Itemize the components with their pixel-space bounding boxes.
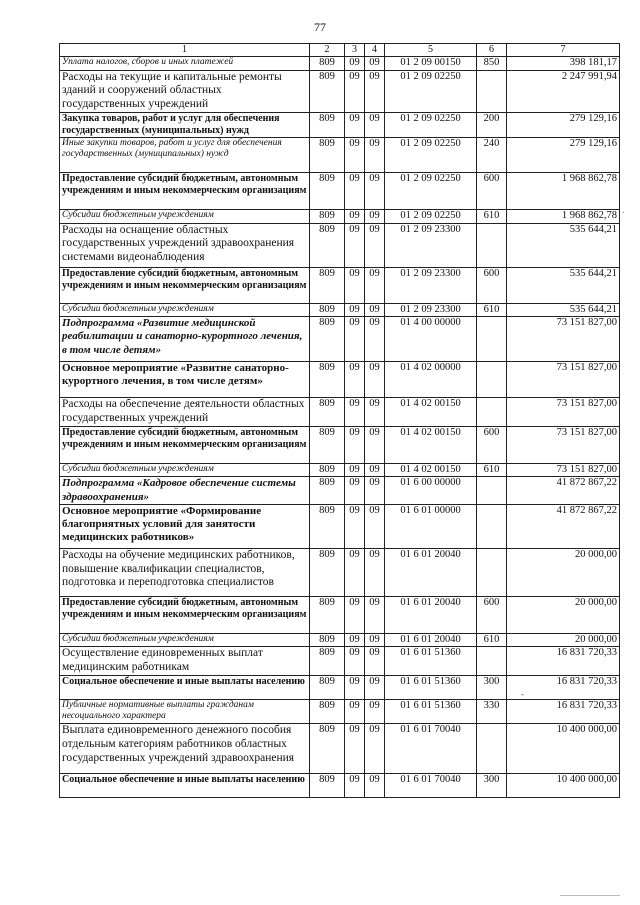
cell-section: 09: [345, 773, 365, 797]
table-row: [60, 362, 620, 398]
cell-name: Предоставление субсидий бюджетным, автономным учреждениям и иным некоммерческим организациям: [60, 596, 310, 633]
cell-amount: 16 831 720,33: [507, 675, 620, 699]
cell-subsection: 09: [365, 209, 385, 223]
cell-target-article: 01 2 09 02250: [385, 70, 477, 112]
cell-name: Расходы на текущие и капитальные ремонты зданий и сооружений областных государственных учреждений: [60, 70, 310, 112]
table-row: [60, 137, 620, 172]
cell-subsection: 09: [365, 548, 385, 596]
cell-code-admin: 809: [310, 209, 345, 223]
cell-amount: 2 247 991,94: [507, 70, 620, 112]
cell-section: 09: [345, 675, 365, 699]
cell-subsection: 09: [365, 57, 385, 71]
table-row: [60, 596, 620, 633]
cell-section: 09: [345, 362, 365, 398]
table-row: [60, 647, 620, 676]
cell-name: Субсидии бюджетным учреждениям: [60, 303, 310, 317]
cell-subsection: 09: [365, 723, 385, 773]
cell-expense-type: [477, 362, 507, 398]
cell-name: Уплата налогов, сборов и иных платежей: [60, 57, 310, 71]
cell-subsection: 09: [365, 267, 385, 303]
cell-expense-type: 610: [477, 209, 507, 223]
cell-name: Расходы на обеспечение деятельности областных государственных учреждений: [60, 398, 310, 427]
cell-subsection: 09: [365, 463, 385, 477]
cell-name: Социальное обеспечение и иные выплаты населению: [60, 675, 310, 699]
cell-section: 09: [345, 548, 365, 596]
header-col-6: 6: [477, 44, 507, 57]
cell-code-admin: 809: [310, 426, 345, 463]
table-row: [60, 463, 620, 477]
cell-name: Публичные нормативные выплаты гражданам несоциального характера: [60, 699, 310, 723]
cell-section: 09: [345, 647, 365, 676]
cell-section: 09: [345, 317, 365, 362]
cell-code-admin: 809: [310, 548, 345, 596]
cell-amount: 73 151 827,00: [507, 426, 620, 463]
cell-target-article: 01 2 09 23300: [385, 267, 477, 303]
cell-amount: 16 831 720,33: [507, 647, 620, 676]
scan-mark: .: [622, 205, 625, 216]
cell-code-admin: 809: [310, 172, 345, 209]
cell-target-article: 01 6 01 00000: [385, 504, 477, 548]
cell-code-admin: 809: [310, 137, 345, 172]
cell-code-admin: 809: [310, 463, 345, 477]
cell-amount: 73 151 827,00: [507, 463, 620, 477]
header-col-4: 4: [365, 44, 385, 57]
cell-target-article: 01 4 02 00150: [385, 398, 477, 427]
budget-table: [59, 43, 620, 798]
cell-section: 09: [345, 699, 365, 723]
table-row: [60, 57, 620, 71]
cell-code-admin: 809: [310, 317, 345, 362]
cell-expense-type: [477, 70, 507, 112]
table-row: [60, 223, 620, 267]
cell-section: 09: [345, 633, 365, 647]
cell-target-article: 01 6 01 51360: [385, 699, 477, 723]
table-row: [60, 426, 620, 463]
cell-section: 09: [345, 463, 365, 477]
table-row: [60, 633, 620, 647]
cell-subsection: 09: [365, 112, 385, 137]
cell-name: Основное мероприятие «Развитие санаторно-курортного лечения, в том числе детям»: [60, 362, 310, 398]
scan-artifact-line: [560, 895, 620, 896]
table-row: [60, 267, 620, 303]
cell-target-article: 01 6 01 20040: [385, 596, 477, 633]
cell-amount: 1 968 862,78: [507, 172, 620, 209]
cell-name: Основное мероприятие «Формирование благоприятных условий для занятости медицинских работников»: [60, 504, 310, 548]
cell-name: Расходы на обучение медицинских работников, повышение квалификации специалистов, подготовка и переподготовка специалистов: [60, 548, 310, 596]
cell-subsection: 09: [365, 223, 385, 267]
page-number: 77: [314, 20, 326, 34]
cell-code-admin: 809: [310, 675, 345, 699]
cell-expense-type: [477, 548, 507, 596]
cell-target-article: 01 6 01 70040: [385, 773, 477, 797]
cell-expense-type: 300: [477, 773, 507, 797]
cell-name: Субсидии бюджетным учреждениям: [60, 463, 310, 477]
table-row: [60, 303, 620, 317]
cell-section: 09: [345, 209, 365, 223]
table-row: [60, 172, 620, 209]
cell-expense-type: [477, 398, 507, 427]
cell-name: Социальное обеспечение и иные выплаты населению: [60, 773, 310, 797]
cell-section: 09: [345, 723, 365, 773]
cell-section: 09: [345, 112, 365, 137]
table-row: [60, 112, 620, 137]
header-col-5: 5: [385, 44, 477, 57]
cell-section: 09: [345, 398, 365, 427]
cell-amount: 41 872 867,22: [507, 504, 620, 548]
cell-code-admin: 809: [310, 647, 345, 676]
cell-code-admin: 809: [310, 477, 345, 504]
cell-amount: 20 000,00: [507, 548, 620, 596]
table-row: [60, 504, 620, 548]
cell-expense-type: [477, 723, 507, 773]
cell-section: 09: [345, 137, 365, 172]
cell-code-admin: 809: [310, 223, 345, 267]
scan-mark: -: [521, 689, 524, 699]
cell-code-admin: 809: [310, 699, 345, 723]
cell-subsection: 09: [365, 362, 385, 398]
cell-target-article: 01 6 01 20040: [385, 548, 477, 596]
cell-subsection: 09: [365, 596, 385, 633]
table-row: [60, 699, 620, 723]
cell-code-admin: 809: [310, 112, 345, 137]
table-row: [60, 209, 620, 223]
table-row: [60, 723, 620, 773]
cell-target-article: 01 2 09 23300: [385, 303, 477, 317]
cell-subsection: 09: [365, 137, 385, 172]
cell-section: 09: [345, 223, 365, 267]
cell-target-article: 01 2 09 00150: [385, 57, 477, 71]
header-col-1: 1: [60, 44, 310, 57]
cell-code-admin: 809: [310, 267, 345, 303]
header-col-2: 2: [310, 44, 345, 57]
cell-amount: 10 400 000,00: [507, 723, 620, 773]
cell-target-article: 01 6 01 70040: [385, 723, 477, 773]
cell-expense-type: 300: [477, 675, 507, 699]
cell-section: 09: [345, 172, 365, 209]
cell-code-admin: 809: [310, 504, 345, 548]
table-row: [60, 398, 620, 427]
cell-name: Выплата единовременного денежного пособия отдельным категориям работников областных государственных учреждений здравоохранения: [60, 723, 310, 773]
cell-section: 09: [345, 267, 365, 303]
cell-amount: 73 151 827,00: [507, 317, 620, 362]
cell-target-article: 01 4 02 00000: [385, 362, 477, 398]
cell-subsection: 09: [365, 303, 385, 317]
cell-name: Подпрограмма «Развитие медицинской реабилитации и санаторно-курортного лечения, в том числе детям»: [60, 317, 310, 362]
header-col-3: 3: [345, 44, 365, 57]
cell-code-admin: 809: [310, 398, 345, 427]
cell-amount: 535 644,21: [507, 223, 620, 267]
cell-amount: 73 151 827,00: [507, 398, 620, 427]
cell-section: 09: [345, 57, 365, 71]
table-header-row: [60, 44, 620, 57]
cell-amount: 279 129,16: [507, 112, 620, 137]
cell-name: Иные закупки товаров, работ и услуг для обеспечения государственных (муниципальных) нужд: [60, 137, 310, 172]
cell-target-article: 01 4 02 00150: [385, 426, 477, 463]
cell-target-article: 01 2 09 02250: [385, 209, 477, 223]
cell-code-admin: 809: [310, 362, 345, 398]
table-row: [60, 773, 620, 797]
cell-expense-type: 600: [477, 172, 507, 209]
cell-expense-type: [477, 647, 507, 676]
cell-section: 09: [345, 303, 365, 317]
cell-expense-type: 240: [477, 137, 507, 172]
cell-section: 09: [345, 596, 365, 633]
table-row: [60, 317, 620, 362]
cell-name: Субсидии бюджетным учреждениям: [60, 209, 310, 223]
cell-amount: 279 129,16: [507, 137, 620, 172]
cell-code-admin: 809: [310, 57, 345, 71]
cell-name: Предоставление субсидий бюджетным, автономным учреждениям и иным некоммерческим организациям: [60, 267, 310, 303]
cell-subsection: 09: [365, 699, 385, 723]
cell-name: Предоставление субсидий бюджетным, автономным учреждениям и иным некоммерческим организациям: [60, 426, 310, 463]
cell-expense-type: 330: [477, 699, 507, 723]
cell-target-article: 01 6 01 20040: [385, 633, 477, 647]
cell-code-admin: 809: [310, 303, 345, 317]
cell-name: Предоставление субсидий бюджетным, автономным учреждениям и иным некоммерческим организациям: [60, 172, 310, 209]
cell-expense-type: 610: [477, 303, 507, 317]
cell-target-article: 01 2 09 02250: [385, 137, 477, 172]
cell-subsection: 09: [365, 675, 385, 699]
cell-target-article: 01 6 00 00000: [385, 477, 477, 504]
cell-expense-type: 200: [477, 112, 507, 137]
cell-expense-type: 600: [477, 426, 507, 463]
cell-target-article: 01 2 09 02250: [385, 112, 477, 137]
cell-name: Подпрограмма «Кадровое обеспечение системы здравоохранения»: [60, 477, 310, 504]
cell-expense-type: 610: [477, 633, 507, 647]
cell-amount: 20 000,00: [507, 596, 620, 633]
cell-name: Расходы на оснащение областных государственных учреждений здравоохранения системами видеонаблюдения: [60, 223, 310, 267]
cell-code-admin: 809: [310, 633, 345, 647]
cell-section: 09: [345, 426, 365, 463]
table-row: [60, 70, 620, 112]
cell-amount: 10 400 000,00: [507, 773, 620, 797]
cell-target-article: 01 6 01 51360: [385, 647, 477, 676]
cell-expense-type: [477, 477, 507, 504]
cell-expense-type: 600: [477, 596, 507, 633]
cell-amount: 73 151 827,00: [507, 362, 620, 398]
cell-target-article: 01 4 00 00000: [385, 317, 477, 362]
table-row: [60, 548, 620, 596]
cell-subsection: 09: [365, 477, 385, 504]
cell-subsection: 09: [365, 633, 385, 647]
cell-name: Субсидии бюджетным учреждениям: [60, 633, 310, 647]
cell-code-admin: 809: [310, 723, 345, 773]
cell-target-article: 01 2 09 02250: [385, 172, 477, 209]
cell-subsection: 09: [365, 647, 385, 676]
cell-expense-type: 610: [477, 463, 507, 477]
cell-section: 09: [345, 504, 365, 548]
cell-amount: 41 872 867,22: [507, 477, 620, 504]
cell-expense-type: 850: [477, 57, 507, 71]
cell-subsection: 09: [365, 172, 385, 209]
cell-amount: 16 831 720,33: [507, 699, 620, 723]
cell-name: Осуществление единовременных выплат медицинским работникам: [60, 647, 310, 676]
cell-amount: 1 968 862,78: [507, 209, 620, 223]
cell-subsection: 09: [365, 317, 385, 362]
cell-expense-type: [477, 504, 507, 548]
cell-amount: 535 644,21: [507, 267, 620, 303]
cell-subsection: 09: [365, 504, 385, 548]
cell-section: 09: [345, 477, 365, 504]
cell-expense-type: [477, 223, 507, 267]
cell-expense-type: 600: [477, 267, 507, 303]
cell-subsection: 09: [365, 70, 385, 112]
header-col-7: 7: [507, 44, 620, 57]
cell-section: 09: [345, 70, 365, 112]
cell-amount: 398 181,17: [507, 57, 620, 71]
cell-subsection: 09: [365, 773, 385, 797]
table-row: [60, 477, 620, 504]
cell-subsection: 09: [365, 426, 385, 463]
cell-target-article: 01 2 09 23300: [385, 223, 477, 267]
cell-code-admin: 809: [310, 773, 345, 797]
cell-amount: 20 000,00: [507, 633, 620, 647]
table-row: [60, 675, 620, 699]
cell-name: Закупка товаров, работ и услуг для обеспечения государственных (муниципальных) нужд: [60, 112, 310, 137]
cell-subsection: 09: [365, 398, 385, 427]
cell-code-admin: 809: [310, 596, 345, 633]
cell-code-admin: 809: [310, 70, 345, 112]
cell-expense-type: [477, 317, 507, 362]
cell-target-article: 01 6 01 51360: [385, 675, 477, 699]
cell-amount: 535 644,21: [507, 303, 620, 317]
cell-target-article: 01 4 02 00150: [385, 463, 477, 477]
